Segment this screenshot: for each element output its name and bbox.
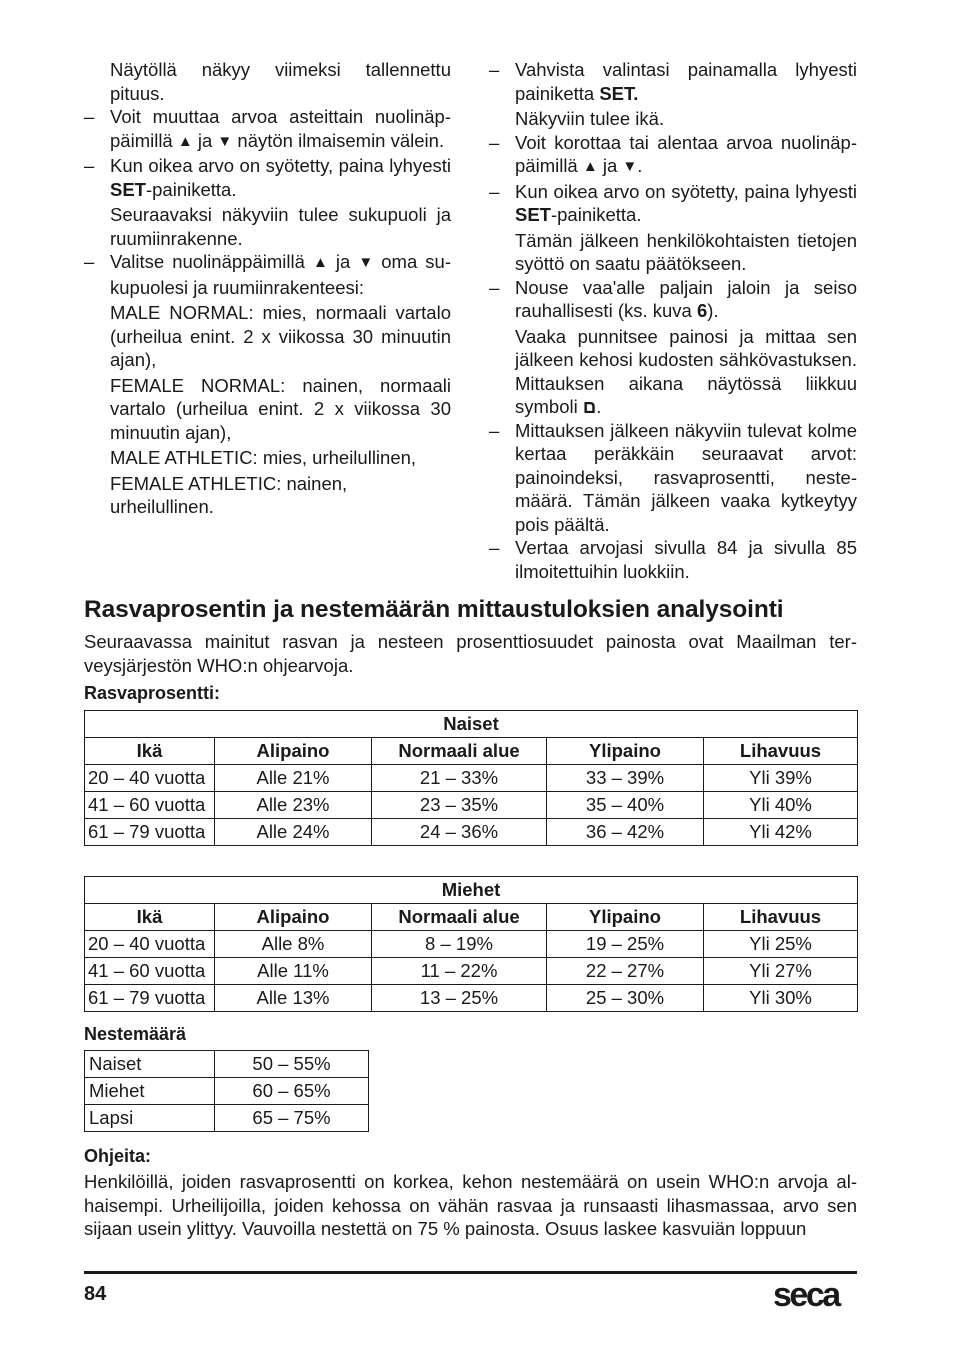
table-cell: 50 – 55% (215, 1051, 369, 1078)
instruction-text: . (596, 396, 602, 417)
instruction-text: Voit muuttaa arvoa asteittain nuolinäppäimillä (110, 106, 451, 151)
instruction-item (489, 419, 857, 537)
table-cell: Alle 24% (215, 819, 372, 846)
instruction-continuation (515, 325, 857, 419)
instruction-item (84, 58, 451, 105)
column-header: Lihavuus (704, 738, 858, 765)
table-cell: 36 – 42% (547, 819, 704, 846)
instruction-text: Valitse nuolinäppäimillä (110, 251, 305, 272)
table-cell: Alle 21% (215, 765, 372, 792)
table-caption: Naiset (85, 711, 858, 738)
table-row (85, 819, 858, 846)
instruction-item (489, 180, 857, 276)
table-row (85, 958, 858, 985)
table-cell: 25 – 30% (547, 985, 704, 1012)
table-caption: Miehet (85, 877, 858, 904)
table-cell: 19 – 25% (547, 931, 704, 958)
table-cell: 21 – 33% (372, 765, 547, 792)
option-male-normal: MALE NORMAL: mies, normaali vartalo (urheilua enint. 2 x viikossa 30 minuutin ajan), (110, 302, 451, 370)
instruction-text: Vertaa arvojasi sivulla 84 ja sivulla 85 ilmoitettuihin luokkiin. (515, 537, 857, 582)
table-cell: Naiset (85, 1051, 215, 1078)
instruction-text: Mittauksen jälkeen näkyviin tulevat kolme kertaa peräkkäin seuraavat arvot: painoindeksi, rasvaprosentti, nestemäärä. Tämän jälkeen vaaka kytkeytyy pois päältä. (515, 419, 857, 535)
set-key-label: SET. (599, 82, 639, 104)
column-header: Lihavuus (704, 904, 858, 931)
table-cell: 61 – 79 vuotta (85, 819, 215, 846)
instruction-text: Nouse vaa'alle paljain jaloin ja seiso rauhallisesti (ks. kuva (515, 276, 857, 321)
instruction-item (84, 250, 451, 519)
fat-percentage-heading: Rasvaprosentti: (84, 683, 221, 703)
table-cell: 8 – 19% (372, 931, 547, 958)
column-header: Alipaino (215, 904, 372, 931)
table-cell: Yli 40% (704, 792, 858, 819)
table-cell: 41 – 60 vuotta (85, 792, 215, 819)
instruction-item (489, 58, 857, 131)
table-cell: Yli 27% (704, 958, 858, 985)
right-column (489, 58, 857, 583)
table-cell: Yli 25% (704, 931, 858, 958)
option-female-normal: FEMALE NORMAL: nainen, normaali vartalo (urheilua enint. 2 x viikossa 30 minuutin ajan), (110, 374, 451, 443)
table-cell: 35 – 40% (547, 792, 704, 819)
table-row (85, 792, 858, 819)
instruction-item (84, 105, 451, 154)
table-row (85, 1078, 369, 1105)
column-header: Ikä (85, 904, 215, 931)
instruction-text: ). (707, 300, 719, 321)
footer-divider (84, 1271, 857, 1274)
instruction-text: ja (197, 129, 213, 151)
seca-logo-mark (773, 1278, 859, 1314)
table-cell: 11 – 22% (372, 958, 547, 985)
instruction-text: Kun oikea arvo on syötetty, paina lyhyesti (110, 155, 451, 176)
instruction-text: Vaaka punnitsee painosi ja mittaa sen jälkeen kehosi kudosten sähkövastuksen. Mittauksen aikana näytössä liikkuu symboli (515, 325, 857, 417)
table-row (85, 931, 858, 958)
set-key-label: SET (515, 204, 551, 225)
table-cell: Lapsi (85, 1105, 215, 1132)
section-title: Rasvaprosentin ja nestemäärän mittaustuloksien analysointi (84, 596, 784, 623)
arrow-up-icon: ▲ (177, 132, 193, 150)
table-row (85, 1051, 369, 1078)
seca-logo-text: seca (773, 1278, 839, 1314)
arrow-up-icon: ▲ (312, 254, 328, 271)
table-cell: Alle 13% (215, 985, 372, 1012)
column-header: Ikä (85, 738, 215, 765)
instruction-item (489, 131, 857, 180)
table-cell: Yli 42% (704, 819, 858, 846)
table-cell: 20 – 40 vuotta (85, 931, 215, 958)
column-header: Alipaino (215, 738, 372, 765)
instruction-item (84, 154, 451, 250)
instruction-text: oma sukupuolesi ja ruumiinrakenteesi: (110, 251, 452, 298)
table-cell: 22 – 27% (547, 958, 704, 985)
arrow-down-icon: ▼ (217, 132, 233, 150)
table-cell: 41 – 60 vuotta (85, 958, 215, 985)
table-cell: 13 – 25% (372, 985, 547, 1012)
water-heading: Nestemäärä (84, 1024, 187, 1044)
option-female-athletic: FEMALE ATHLETIC: nainen, urheilullinen. (110, 472, 348, 517)
table-cell: 61 – 79 vuotta (85, 985, 215, 1012)
table-cell: 60 – 65% (215, 1078, 369, 1105)
left-column (84, 58, 451, 519)
instruction-text: näytön ilmaisemin välein. (237, 129, 445, 151)
table-row (85, 1105, 369, 1132)
figure-reference: 6 (696, 300, 708, 321)
arrow-down-icon: ▼ (358, 254, 374, 271)
seca-logo (773, 1278, 859, 1320)
table-cell: Yli 30% (704, 985, 858, 1012)
arrow-down-icon: ▼ (622, 158, 638, 175)
instruction-item (489, 536, 857, 583)
arrow-up-icon: ▲ (582, 158, 598, 175)
table-cell: 24 – 36% (372, 819, 547, 846)
instruction-text: Voit korottaa tai alentaa arvoa nuolinäppäimillä (515, 131, 857, 176)
measurement-symbol-icon: ם (582, 396, 597, 417)
set-key-label: SET (110, 178, 146, 200)
women-fat-table (84, 710, 858, 846)
column-header: Normaali alue (372, 904, 547, 931)
table-row (85, 765, 858, 792)
table-cell: 65 – 75% (215, 1105, 369, 1132)
table-cell: Alle 23% (215, 792, 372, 819)
table-cell: Alle 11% (215, 958, 372, 985)
tips-heading: Ohjeita: (84, 1146, 152, 1166)
column-header: Ylipaino (547, 738, 704, 765)
table-cell: 23 – 35% (372, 792, 547, 819)
table-cell: Alle 8% (215, 931, 372, 958)
table-caption-row (85, 877, 858, 904)
men-fat-table (84, 876, 858, 1012)
instruction-continuation: Tämän jälkeen henkilökohtaisten tietojen syöttö on saatu päätökseen. (515, 229, 857, 274)
section-intro: Seuraavassa mainitut rasvan ja nesteen prosenttiosuudet painosta ovat Maailman terveysjärjestön WHO:n ohjearvoja. (84, 631, 857, 676)
tips-text: Henkilöillä, joiden rasvaprosentti on korkea, kehon nestemäärä on usein WHO:n arvoja alhaisempi. Urheilijoilla, joiden kehossa on vähän rasvaa ja runsaasti lihasmassaa, arvo sen sijaan usein ylittyy. Vauvoilla nestettä on 75 % painosta. Osuus laskee kasvuiän loppuun (84, 1171, 857, 1239)
instruction-text: ja (335, 251, 351, 272)
instruction-text: Vahvista valintasi painamalla lyhyesti painiketta (515, 59, 857, 104)
instruction-text: . (637, 155, 643, 176)
water-table (84, 1050, 369, 1132)
instruction-text: Kun oikea arvo on syötetty, paina lyhyesti (515, 180, 857, 202)
instruction-item (489, 276, 857, 419)
table-cell: 33 – 39% (547, 765, 704, 792)
table-cell: Yli 39% (704, 765, 858, 792)
page-number: 84 (84, 1283, 107, 1305)
instruction-text: ja (602, 155, 618, 176)
instruction-continuation: Näkyviin tulee ikä. (515, 108, 665, 129)
table-cell: 20 – 40 vuotta (85, 765, 215, 792)
table-caption-row (85, 711, 858, 738)
column-header: Normaali alue (372, 738, 547, 765)
column-header: Ylipaino (547, 904, 704, 931)
table-cell: Miehet (85, 1078, 215, 1105)
option-male-athletic: MALE ATHLETIC: mies, urheilullinen, (110, 447, 417, 468)
table-header-row (85, 904, 858, 931)
instruction-text: -painiketta. (145, 178, 237, 200)
instruction-text: Näytöllä näkyy viimeksi tallennettu pituus. (110, 59, 451, 104)
table-header-row (85, 738, 858, 765)
table-row (85, 985, 858, 1012)
instruction-continuation: Seuraavaksi näkyviin tulee sukupuoli ja ruumiinrakenne. (110, 204, 451, 249)
instruction-text: -painiketta. (550, 204, 642, 225)
